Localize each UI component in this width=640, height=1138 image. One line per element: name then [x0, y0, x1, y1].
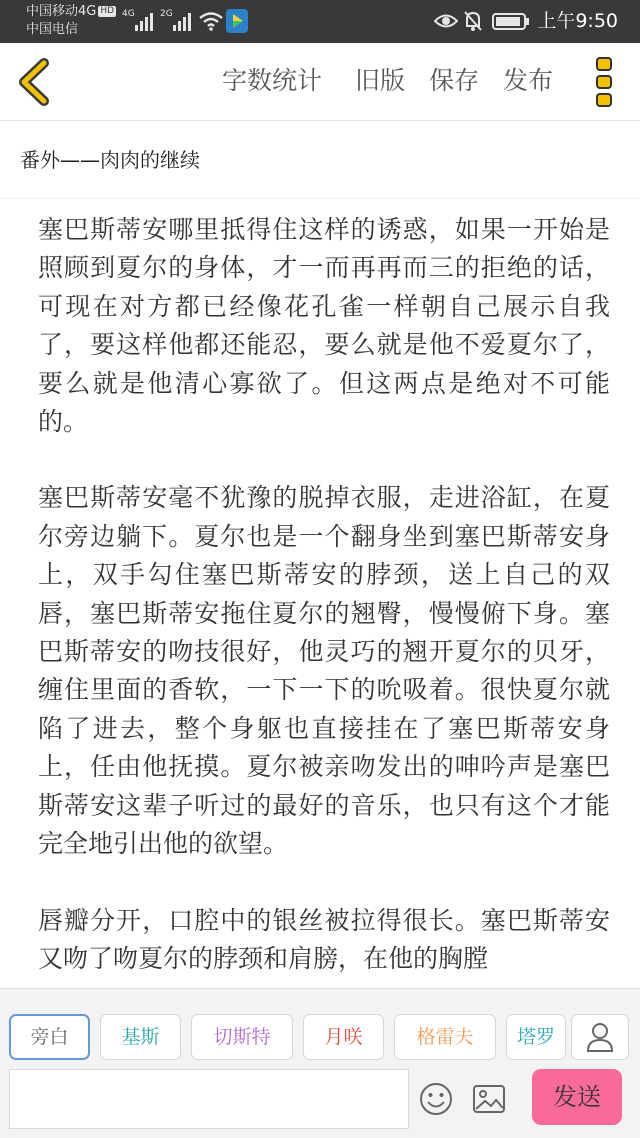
- editor-toolbar: [0, 43, 640, 121]
- image-icon[interactable]: [472, 1083, 506, 1115]
- battery-icon: [492, 13, 530, 30]
- message-input[interactable]: [9, 1069, 409, 1129]
- character-chip-narrator[interactable]: 旁白: [9, 1014, 90, 1060]
- character-chip-keith[interactable]: 基斯: [100, 1014, 181, 1060]
- clock: 上午9:50: [537, 10, 618, 32]
- signal-icon-2: [172, 10, 194, 32]
- back-chevron-icon[interactable]: [10, 55, 56, 109]
- emoji-icon[interactable]: [418, 1081, 454, 1117]
- send-button[interactable]: 发送: [532, 1069, 622, 1125]
- chapter-title[interactable]: 番外——肉肉的继续: [20, 148, 200, 172]
- character-chip-grave[interactable]: 格雷夫: [394, 1014, 496, 1060]
- wifi-icon: [198, 11, 224, 31]
- status-bar: [0, 0, 640, 43]
- composer-panel: [0, 988, 640, 1138]
- net-type-2: 2G: [160, 9, 173, 19]
- story-paragraph-3: 唇瓣分开，口腔中的银丝被拉得很长。塞巴斯蒂安又吻了吻夏尔的脖颈和肩膀，在他的胸膛: [38, 905, 610, 973]
- old-version-button[interactable]: 旧版: [355, 66, 406, 95]
- carrier-1-label: 中国移动4G: [26, 4, 97, 19]
- paragraph-gap: [0, 864, 640, 902]
- character-manage-button[interactable]: [571, 1014, 629, 1060]
- user-icon: [572, 1015, 628, 1059]
- chapter-title-row[interactable]: [0, 121, 640, 199]
- story-content-area[interactable]: [0, 199, 640, 988]
- character-chip-chester[interactable]: 切斯特: [191, 1014, 293, 1060]
- story-paragraph-1: 塞巴斯蒂安哪里抵得住这样的诱惑，如果一开始是照顾到夏尔的身体，才一而再再而三的拒绝的话，可现在对方都已经像花孔雀一样朝自己展示自我了，要这样他都还能忍，要么就是他不爱夏尔了，要么就是他清心寡欲了。但这两点是绝对不可能的。: [38, 215, 610, 437]
- story-paragraph-2: 塞巴斯蒂安毫不犹豫的脱掉衣服，走进浴缸，在夏尔旁边躺下。夏尔也是一个翻身坐到塞巴斯蒂安身上，双手勾住塞巴斯蒂安的脖颈，送上自己的双唇，塞巴斯蒂安拖住夏尔的翘臀，慢慢俯下身。塞巴斯蒂安的吻技很好，他灵巧的翘开夏尔的贝牙，缠住里面的香软，一下一下的吮吸着。很快夏尔就陷了进去，整个身躯也直接挂在了塞巴斯蒂安身上，任由他抚摸。夏尔被亲吻发出的呻吟声是塞巴斯蒂安这辈子听过的最好的音乐，也只有这个才能完全地引出他的欲望。: [38, 483, 610, 859]
- publish-button[interactable]: 发布: [503, 66, 554, 95]
- eye-icon: [434, 12, 458, 30]
- carrier-1: [26, 3, 116, 20]
- video-app-icon: [226, 9, 248, 33]
- more-menu-icon[interactable]: [590, 55, 618, 109]
- mute-bell-icon: [463, 10, 483, 32]
- carrier-2-label: 中国电信: [26, 22, 79, 37]
- net-type-1: 4G: [122, 9, 135, 19]
- hd-badge: HD: [100, 6, 115, 16]
- character-chip-yuesaki[interactable]: 月咲: [303, 1014, 384, 1060]
- save-button[interactable]: 保存: [429, 66, 480, 95]
- signal-icon: [134, 10, 156, 32]
- paragraph-gap: [0, 441, 640, 479]
- word-count-button[interactable]: 字数统计: [222, 66, 323, 95]
- character-chip-tarot[interactable]: 塔罗: [506, 1014, 566, 1060]
